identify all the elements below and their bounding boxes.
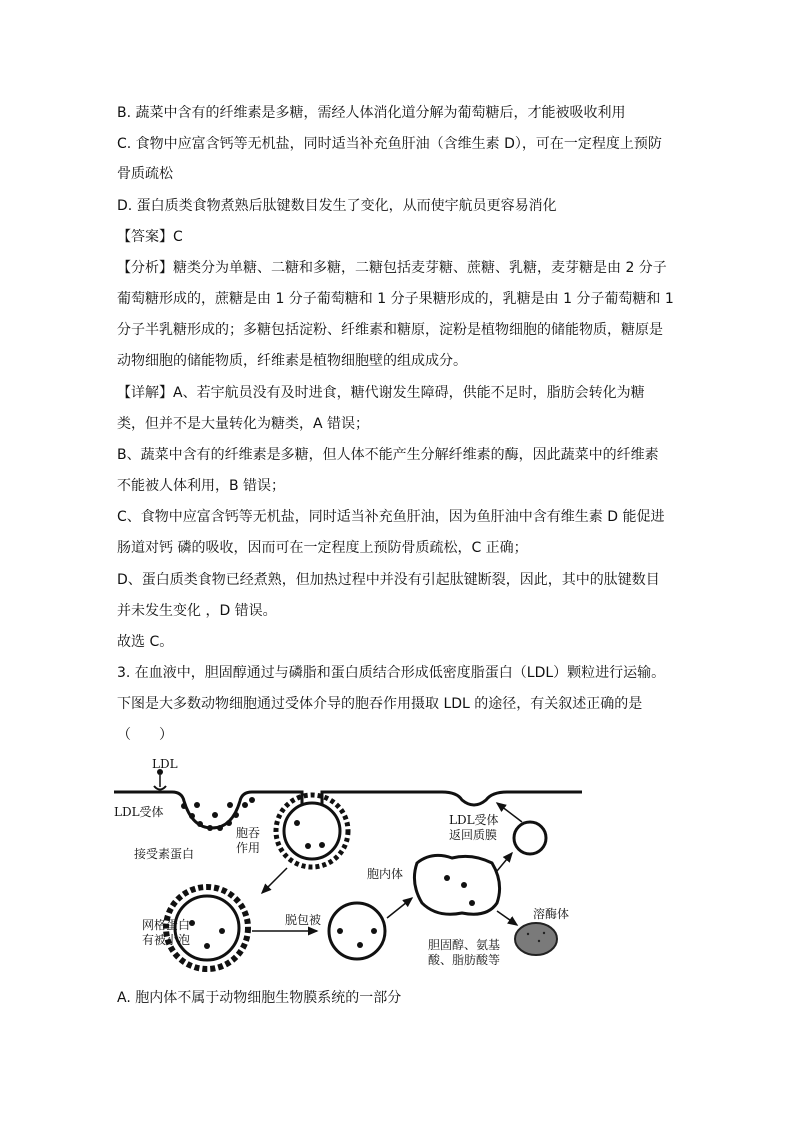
label-endosome: 胞内体 bbox=[367, 867, 404, 881]
analysis-line-2: 葡萄糖形成的，蔗糖是由 1 分子葡萄糖和 1 分子果糖形成的，乳糖是由 1 分子葡萄糖和 1 bbox=[117, 291, 674, 307]
label-products-1: 胆固醇、氨基 bbox=[428, 938, 501, 952]
answer: 【答案】C bbox=[117, 229, 183, 245]
detail-line-5: C、食物中应富含钙等无机盐，同时适当补充鱼肝油，因为鱼肝油中含有维生素 D 能促进 bbox=[117, 509, 665, 525]
option-d: D. 蛋白质类食物煮熟后肽键数目发生了变化，从而使宇航员更容易消化 bbox=[117, 198, 557, 214]
detail-line-2: 类，但并不是大量转化为糖类，A 错误； bbox=[117, 416, 370, 432]
label-receptor-return-1: LDL受体 bbox=[449, 813, 499, 827]
detail-line-4: 不能被人体利用，B 错误； bbox=[117, 478, 286, 494]
label-clathrin-2: 有被小泡 bbox=[142, 933, 191, 947]
analysis-line-3: 分子半乳糖形成的；多糖包括淀粉、纤维素和糖原，淀粉是植物细胞的储能物质，糖原是 bbox=[117, 322, 663, 338]
label-endocytosis-2: 作用 bbox=[236, 841, 261, 855]
budding-vesicle bbox=[276, 795, 348, 867]
endosome bbox=[414, 855, 499, 914]
question-3-blank: （ ） bbox=[117, 727, 173, 743]
label-products-2: 酸、脂肪酸等 bbox=[428, 953, 501, 967]
detail-line-7: D、蛋白质类食物已经煮熟，但加热过程中并没有引起肽键断裂，因此，其中的肽键数目 bbox=[117, 572, 660, 588]
detail-line-1: 【详解】A、若宇航员没有及时进食，糖代谢发生障碍，供能不足时，脂肪会转化为糖 bbox=[117, 385, 645, 401]
detail-line-6: 肠道对钙 磷的吸收，因而可在一定程度上预防骨质疏松，C 正确； bbox=[117, 540, 528, 556]
ldl-endocytosis-diagram bbox=[112, 753, 592, 978]
question-3-line-2: 下图是大多数动物细胞通过受体介导的胞吞作用摄取 LDL 的途径，有关叙述正确的是 bbox=[117, 696, 643, 712]
analysis-line-1: 【分析】糖类分为单糖、二糖和多糖，二糖包括麦芽糖、蔗糖、乳糖，麦芽糖是由 2 分子 bbox=[117, 260, 667, 276]
recycling-vesicle bbox=[514, 822, 546, 854]
lysosome bbox=[515, 923, 557, 955]
label-adaptor: 接受素蛋白 bbox=[134, 847, 195, 861]
label-clathrin-1: 网格蛋白 bbox=[142, 918, 191, 932]
option-b: B. 蔬菜中含有的纤维素是多糖，需经人体消化道分解为葡萄糖后，才能被吸收利用 bbox=[117, 105, 626, 121]
label-ldl-receptor: LDL受体 bbox=[114, 805, 164, 819]
option-c: C. 食物中应富含钙等无机盐，同时适当补充鱼肝油（含维生素 D），可在一定程度上预防 bbox=[117, 136, 662, 152]
label-endocytosis-1: 胞吞 bbox=[236, 826, 261, 840]
label-uncoat: 脱包被 bbox=[285, 913, 322, 927]
uncoated-vesicle bbox=[329, 903, 385, 959]
option-c-cont: 骨质疏松 bbox=[117, 166, 173, 182]
option-a: A. 胞内体不属于动物细胞生物膜系统的一部分 bbox=[117, 990, 402, 1006]
detail-line-3: B、蔬菜中含有的纤维素是多糖，但人体不能产生分解纤维素的酶，因此蔬菜中的纤维素 bbox=[117, 447, 659, 463]
label-receptor-return-2: 返回质膜 bbox=[449, 828, 498, 842]
question-3-line-1: 3. 在血液中，胆固醇通过与磷脂和蛋白质结合形成低密度脂蛋白（LDL）颗粒进行运输。 bbox=[117, 665, 666, 681]
label-ldl: LDL bbox=[152, 757, 178, 771]
label-lysosome: 溶酶体 bbox=[533, 907, 570, 921]
conclusion: 故选 C。 bbox=[117, 634, 174, 650]
analysis-line-4: 动物细胞的储能物质，纤维素是植物细胞壁的组成成分。 bbox=[117, 353, 467, 369]
detail-line-8: 并未发生变化 ，D 错误。 bbox=[117, 603, 277, 619]
